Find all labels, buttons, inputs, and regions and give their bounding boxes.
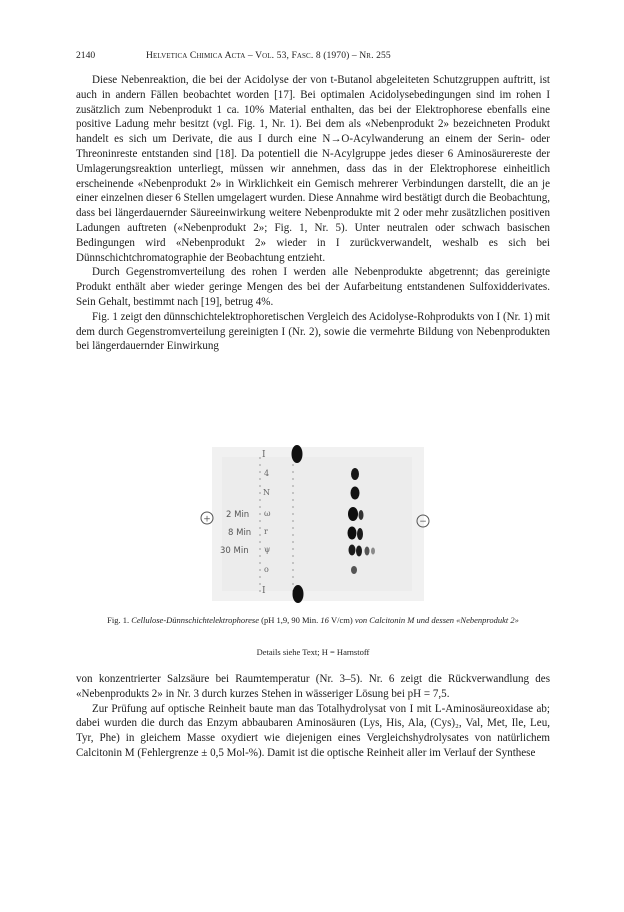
- row-mark: I: [262, 450, 266, 460]
- sample-spot: [356, 546, 362, 557]
- caption-unit: V/cm): [331, 615, 353, 625]
- page-number: 2140: [76, 50, 96, 61]
- paragraph: Durch Gegenstromverteilung des rohen I werden alle Nebenprodukte abgetrennt; das gereinigte Produkt enthält aber wieder geringe Mengen des bei der Aufarbeitung entstandenen Sulfoxidderivates. Sein Gehalt, bestimmt nach [19], betrug 4%.: [76, 266, 550, 308]
- figure-caption: [76, 614, 550, 626]
- row-mark: N: [263, 488, 270, 497]
- sample-spot: [351, 487, 360, 500]
- caption-details: Details siehe Text; H = Harnstoff: [256, 647, 370, 657]
- row-mark: ω: [264, 509, 271, 518]
- paragraph: Fig. 1 zeigt den dünnschichtelektrophoretischen Vergleich des Acidolyse-Rohprodukts von I (Nr. 1) mit dem durch Gegenstromverteilung gereinigten I (Nr. 2), sowie die vermehrte Bildung von Nebenprodukten bei längerdauernder Einwirkung: [76, 310, 550, 353]
- time-label: 2 Min: [226, 510, 250, 520]
- row-mark: r: [264, 527, 268, 536]
- paragraph: von konzentrierter Salzsäure bei Raumtemperatur (Nr. 3–5). Nr. 6 zeigt die Rückverwandlung des «Nebenprodukts 2» in Nr. 3 durch kurzes Stehen in wässeriger Lösung bei pH = 7,5.: [76, 673, 550, 700]
- caption-subject: von Calcitonin M und dessen «Nebenprodukt 2»: [354, 615, 519, 625]
- minus-symbol: −: [419, 517, 427, 527]
- sample-spot: [351, 468, 359, 480]
- sample-spot: [359, 510, 364, 520]
- paragraph: Diese Nebenreaktion, die bei der Acidolyse der von t-Butanol abgeleiteten Schutzgruppen auftritt, ist auch in andern Fällen beobachtet worden [17]. Bei optimalen Acidolysebedingungen sind im rohen I zusätzlich zum Nebenprodukt 1 ca. 10% Material enthalten, das bei der Elektrophorese ebenfalls eine positive Ladung mehr besitzt (vgl. Fig. 1, Nr. 1). Bei dem als «Nebenprodukt 2» bezeichneten Produkt handelt es sich um Derivate, die aus I durch eine N→O-Acylwanderung an einem der Serin- oder Threoninreste entstanden sind [18]. Da potentiell die N-Acylgruppe jedes dieser 6 Aminosäurereste der Umlagerungsreaktion unterliegt, müssen wir annehmen, dass das in der Elektrophorese einheitlich erscheinende «Nebenprodukt 2» in Wirklichkeit ein Gemisch mehrerer Verbindungen darstellt, die an je einer einzelnen dieser 6 Stellen umgelagert wurden. Diese Annahme wird bestätigt durch die Beobachtung, dass bei längerdauernder Säureeinwirkung weitere Nebenprodukte mit 2 oder mehr zusätzlichen positiven Ladungen auftreten («Nebenprodukt 2»; Fig. 1, Nr. 5). Unter neutralen oder schwach basischen Bedingungen wird «Nebenprodukt 2» wieder in I zurückverwandelt, weshalb es sich bei Dünnschichtchromatographie der Beobachtung entzieht.: [76, 74, 550, 264]
- electrophoresis-figure: [198, 443, 438, 605]
- running-head: Helvetica Chimica Acta – Vol. 53, Fasc. 8 (1970) – Nr. 255: [146, 50, 391, 61]
- caption-voltage: 16: [320, 615, 329, 625]
- row-mark: I: [262, 586, 266, 596]
- reference-spot: [292, 445, 303, 463]
- body-text-bottom: [76, 672, 550, 761]
- running-header: [76, 50, 550, 66]
- row-mark: ψ: [264, 545, 271, 554]
- sample-spot: [365, 547, 370, 556]
- sample-spot: [348, 527, 357, 540]
- sample-spot: [371, 548, 375, 555]
- figure-label: Fig. 1.: [107, 615, 130, 625]
- sample-spot: [349, 545, 356, 556]
- row-mark: 4: [264, 469, 270, 478]
- time-label: 30 Min: [220, 546, 249, 556]
- row-mark: o: [264, 565, 269, 574]
- body-text-top: [76, 73, 550, 354]
- sample-spot: [357, 528, 363, 540]
- time-label: 8 Min: [228, 528, 252, 538]
- caption-title: Cellulose-Dünnschichtelektrophorese: [131, 615, 260, 625]
- paragraph: Zur Prüfung auf optische Reinheit baute man das Totalhydrolysat von I mit L-Aminosäureoxidase ab; dabei wurden die durch das Enzym abbaubaren Aminosäuren (Lys, His, Ala, (Cys)₂, Val, Met, Ile, Leu, Tyr, Phe) in gleichem Masse oxydiert wie diejenigen eines Vergleichshydrolysates von natürlichem Calcitonin M (Fehlergrenze ± 0,5 Mol-%). Damit ist die optische Reinheit aller im Verlauf der Synthese: [76, 702, 550, 759]
- sample-spot: [348, 507, 358, 521]
- sample-spot: [351, 566, 357, 574]
- reference-spot: [293, 585, 304, 603]
- plus-symbol: +: [203, 514, 211, 525]
- caption-conditions: (pH 1,9, 90 Min.: [261, 615, 319, 625]
